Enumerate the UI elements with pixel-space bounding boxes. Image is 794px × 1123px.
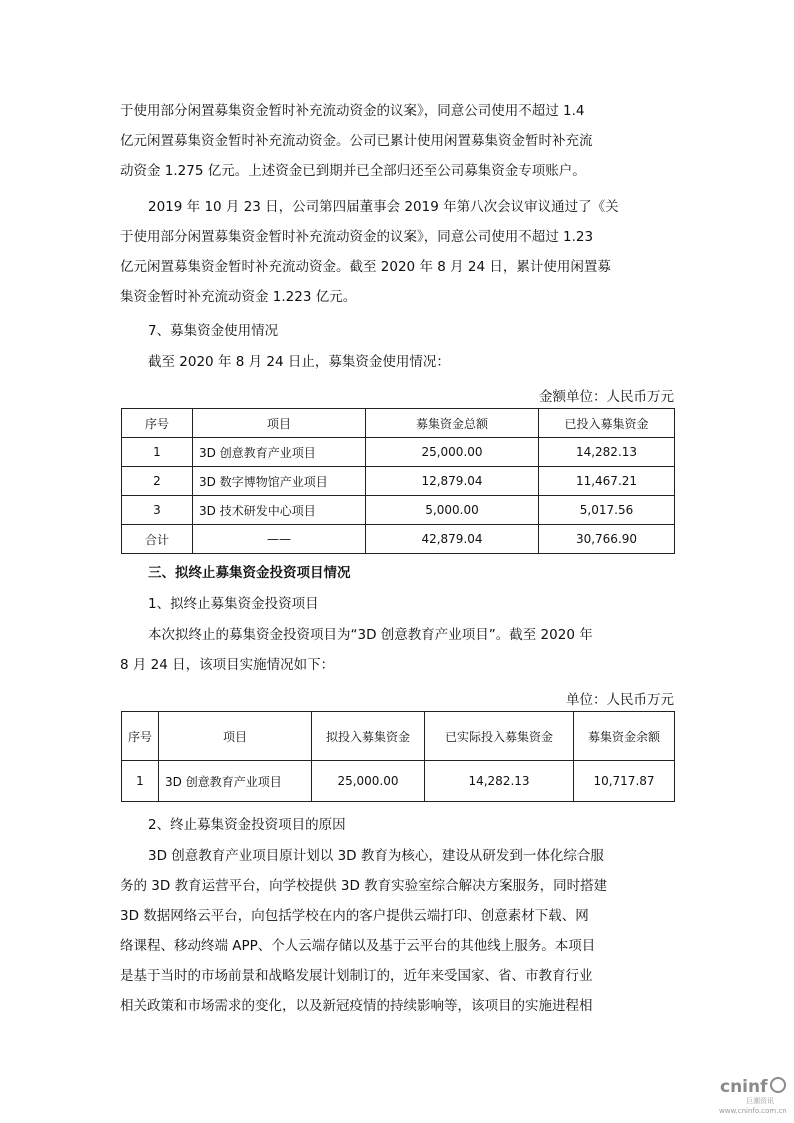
heading-7 <box>120 316 676 346</box>
table-cell: 5,000.00 <box>366 496 539 525</box>
table-cell: 3D 创意教育产业项目 <box>159 761 312 802</box>
text-line: 务的 3D 教育运营平台，向学校提供 3D 教育实验室综合解决方案服务，同时搭建 <box>120 878 608 894</box>
heading-1 <box>120 589 676 619</box>
unit-label-1: 金额单位：人民币万元 <box>539 389 674 405</box>
section-3-heading <box>120 558 676 588</box>
paragraph-5 <box>120 841 676 1021</box>
table-cell: 3D 数字博物馆产业项目 <box>193 467 366 496</box>
table-header-cell: 已投入募集资金 <box>539 409 675 438</box>
table-row <box>122 467 675 496</box>
table-header-cell: 序号 <box>122 409 193 438</box>
table-header-cell: 拟投入募集资金 <box>312 712 425 761</box>
text-line: 于使用部分闲置募集资金暂时补充流动资金的议案》，同意公司使用不超过 1.23 <box>120 229 594 245</box>
logo-url-text: www.cninfo.com.cn <box>719 1107 787 1115</box>
table-row <box>122 496 675 525</box>
table-header-row <box>122 712 675 761</box>
paragraph-3 <box>120 347 676 377</box>
table-cell: 5,017.56 <box>539 496 675 525</box>
text-line: 动资金 1.275 亿元。上述资金已到期并已全部归还至公司募集资金专项账户。 <box>120 163 586 179</box>
table-cell: 1 <box>122 761 159 802</box>
text-line: 亿元闲置募集资金暂时补充流动资金。截至 2020 年 8 月 24 日，累计使用闲置募 <box>120 259 611 275</box>
table-cell: 30,766.90 <box>539 525 675 554</box>
table-header-cell: 项目 <box>159 712 312 761</box>
text-line: 络课程、移动终端 APP、个人云端存储以及基于云平台的其他线上服务。本项目 <box>120 938 596 954</box>
table-cell: 42,879.04 <box>366 525 539 554</box>
table-cell: —— <box>193 525 366 554</box>
text-line: 是基于当时的市场前景和战略发展计划制订的，近年来受国家、省、市教育行业 <box>120 968 593 984</box>
table-cell: 10,717.87 <box>574 761 675 802</box>
table-header-row <box>122 409 675 438</box>
table-cell: 1 <box>122 438 193 467</box>
heading-text: 1、拟终止募集资金投资项目 <box>148 596 319 612</box>
table-cell: 25,000.00 <box>312 761 425 802</box>
paragraph-4 <box>120 620 676 680</box>
table-header-cell: 项目 <box>193 409 366 438</box>
table-cell: 11,467.21 <box>539 467 675 496</box>
table-cell: 合计 <box>122 525 193 554</box>
heading-2 <box>120 810 676 840</box>
text-line: 截至 2020 年 8 月 24 日止，募集资金使用情况： <box>148 354 450 370</box>
table-cell: 12,879.04 <box>366 467 539 496</box>
text-line: 相关政策和市场需求的变化，以及新冠疫情的持续影响等，该项目的实施进程相 <box>120 998 593 1014</box>
table-header-cell: 募集资金余额 <box>574 712 675 761</box>
text-line: 2019 年 10 月 23 日，公司第四届董事会 2019 年第八次会议审议通过了《关 <box>148 199 619 215</box>
text-line: 于使用部分闲置募集资金暂时补充流动资金的议案》，同意公司使用不超过 1.4 <box>120 103 585 119</box>
table-cell: 14,282.13 <box>425 761 574 802</box>
table-cell: 14,282.13 <box>539 438 675 467</box>
logo-brand-text: cninf <box>720 1077 768 1097</box>
logo-mark-icon <box>771 1078 785 1092</box>
text-line: 3D 创意教育产业项目原计划以 3D 教育为核心，建设从研发到一体化综合服 <box>148 848 604 864</box>
table-cell: 25,000.00 <box>366 438 539 467</box>
paragraph-2 <box>120 192 676 312</box>
table-row <box>122 438 675 467</box>
heading-text: 2、终止募集资金投资项目的原因 <box>148 817 346 833</box>
table-cell: 3D 创意教育产业项目 <box>193 438 366 467</box>
table-cell: 3 <box>122 496 193 525</box>
project-status-table <box>121 711 675 802</box>
unit-label-2: 单位：人民币万元 <box>566 692 674 708</box>
table-header-cell: 已实际投入募集资金 <box>425 712 574 761</box>
heading-text: 7、募集资金使用情况 <box>148 323 279 339</box>
text-line: 本次拟终止的募集资金投资项目为“3D 创意教育产业项目”。截至 2020 年 <box>148 627 593 643</box>
section-heading-text: 三、拟终止募集资金投资项目情况 <box>148 565 351 581</box>
text-line: 亿元闲置募集资金暂时补充流动资金。公司已累计使用闲置募集资金暂时补充流 <box>120 133 593 149</box>
fund-usage-table <box>121 408 675 554</box>
table-total-row <box>122 525 675 554</box>
table-cell: 3D 技术研发中心项目 <box>193 496 366 525</box>
table-header-cell: 序号 <box>122 712 159 761</box>
cninf-logo <box>718 1072 788 1116</box>
text-line: 集资金暂时补充流动资金 1.223 亿元。 <box>120 289 357 305</box>
text-line: 3D 数据网络云平台，向包括学校在内的客户提供云端打印、创意素材下载、网 <box>120 908 589 924</box>
logo-sub-text: 巨潮资讯 <box>746 1097 774 1105</box>
table-cell: 2 <box>122 467 193 496</box>
table-header-cell: 募集资金总额 <box>366 409 539 438</box>
table-row <box>122 761 675 802</box>
paragraph-1 <box>120 96 676 186</box>
text-line: 8 月 24 日，该项目实施情况如下： <box>120 657 335 673</box>
